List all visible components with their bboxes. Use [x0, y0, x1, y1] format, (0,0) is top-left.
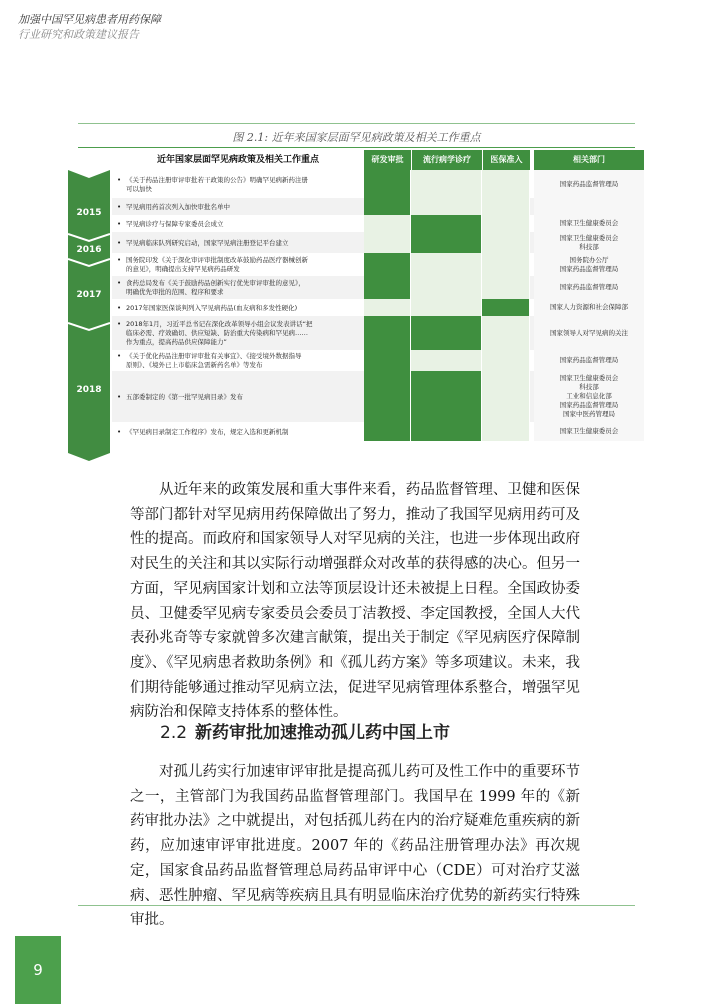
department-cell: [534, 198, 644, 215]
column-header-insurance: 医保准入: [483, 150, 530, 170]
event-line: • 罕见病临床队列研究启动，国家罕见病注册登记平台建立: [126, 239, 360, 248]
department-line: 国家卫生健康委员会: [559, 427, 619, 435]
table-row: [112, 198, 644, 216]
department-line: 国家卫生健康委员会: [559, 374, 619, 382]
insurance-cell: [482, 276, 530, 299]
department-cell: [534, 170, 644, 198]
page-number: 9: [33, 961, 43, 979]
department-line: 工业和信息化部: [566, 392, 612, 400]
department-line: 国家卫生健康委员会: [559, 219, 619, 227]
page-number-tab: [15, 936, 61, 1004]
department-line: 国家药品监督管理局: [559, 264, 619, 273]
year-column: [68, 170, 110, 461]
insurance-cell: [482, 198, 530, 215]
event-text: [112, 371, 364, 422]
rd-cell: [364, 276, 411, 299]
year-label-2018: 2018: [76, 385, 102, 395]
department-cell: [534, 215, 644, 232]
epidemiology-cell: [411, 276, 482, 299]
event-line: 可以加快: [126, 184, 152, 193]
rd-cell: [364, 350, 411, 371]
event-text: [112, 316, 364, 350]
rd-cell: [364, 253, 411, 276]
event-text: [112, 350, 364, 371]
insurance-cell: [482, 299, 530, 316]
header-subtitle: 行业研究和政策建议报告: [18, 28, 139, 41]
insurance-cell: [482, 253, 530, 276]
year-label-2017: 2017: [76, 290, 102, 300]
rd-cell: [364, 215, 411, 232]
event-text: [112, 170, 364, 198]
event-line: • 《关于药品注册审评审批若干政策的公告》明确罕见病新药注册: [126, 176, 360, 185]
event-text: [112, 232, 364, 253]
rd-cell: [364, 198, 411, 215]
rd-cell: [364, 299, 411, 316]
section-number: 2.2: [160, 723, 188, 743]
department-line: 国家中医药管理局: [563, 410, 615, 418]
column-header-rd: 研发审批: [364, 150, 411, 170]
department-cell: [534, 316, 644, 350]
department-line: 国家药品监督管理局: [559, 283, 619, 291]
policy-table: [68, 150, 644, 461]
event-line: • 2018年1月，习近平总书记在深化改革领导小组会议发表讲话“把: [126, 320, 360, 329]
epidemiology-cell: [411, 253, 482, 276]
table-row: [112, 253, 644, 277]
department-line: 科技部: [579, 383, 599, 391]
event-line: 明确优先审批的范围、程序和要求: [126, 288, 224, 296]
department-cell: [534, 276, 644, 299]
rd-cell: [364, 232, 411, 253]
figure-caption: 图 2.1: 近年来国家层面罕见病政策及相关工作重点: [78, 128, 635, 148]
column-header-epidemiology: 流行病学诊疗: [412, 150, 482, 170]
event-text: [112, 215, 364, 232]
event-line: • 《关于优化药品注册审评审批有关事宜》、《接受境外数据指导: [126, 352, 360, 361]
running-header: [18, 12, 161, 42]
department-cell: [534, 253, 644, 276]
event-text: [112, 253, 364, 276]
epidemiology-cell: [411, 316, 482, 350]
rd-cell: [364, 422, 411, 441]
table-row: [112, 170, 644, 199]
event-line: • 罕见病诊疗与保障专家委员会成立: [126, 220, 360, 229]
paragraph-2-text: 对孤儿药实行加速审评审批是提高孤儿药可及性工作中的重要环节之一，主管部门为我国药品监督管理部门。我国早在 1999 年的《新药审批办法》之中就提出，对包括孤儿药在内的治疗疑难危重疾病的新药，应加速审评审批进度。2007 年的《药品注册管理办法》再次规定，国家食品药品监督管理总局药品审评中心（CDE）可对治疗艾滋病、恶性肿瘤、罕见病等疾病且具有明显临床治疗优势的新药实行特殊审批。: [130, 764, 580, 929]
table-row: [112, 422, 644, 442]
top-divider: [78, 123, 635, 124]
event-text: [112, 276, 364, 299]
table-row: [112, 316, 644, 351]
insurance-cell: [482, 350, 530, 371]
insurance-cell: [482, 170, 530, 198]
insurance-cell: [482, 422, 530, 441]
department-line: 国务院办公厅: [569, 255, 609, 264]
table-row: [112, 350, 644, 372]
department-cell: [534, 350, 644, 371]
event-line: • 食药总局发布《关于鼓励药品创新实行优先审评审批的意见》，: [126, 279, 360, 288]
column-header-dept: 相关部门: [534, 150, 644, 170]
insurance-cell: [482, 232, 530, 253]
department-cell: [534, 299, 644, 316]
epidemiology-cell: [411, 170, 482, 198]
year-label-2015: 2015: [76, 208, 102, 218]
insurance-cell: [482, 316, 530, 350]
epidemiology-cell: [411, 299, 482, 316]
department-line: 国家药品监督管理局: [559, 401, 619, 409]
rd-cell: [364, 371, 411, 422]
table-row: [112, 299, 644, 317]
bottom-divider: [78, 905, 635, 906]
rd-cell: [364, 170, 411, 198]
department-cell: [534, 422, 644, 441]
event-line: 原则》、《境外已上市临床急需新药名单》等发布: [126, 361, 263, 369]
department-line: 国家药品监督管理局: [559, 179, 619, 188]
department-line: 国家领导人对罕见病的关注: [550, 328, 628, 337]
insurance-cell: [482, 215, 530, 232]
epidemiology-cell: [411, 422, 482, 441]
column-header-main: 近年国家层面罕见病政策及相关工作重点: [112, 150, 364, 170]
paragraph-1-text: 从近年来的政策发展和重大事件来看，药品监督管理、卫健和医保等部门都针对罕见病用药保障做出了努力，推动了我国罕见病用药可及性的提高。而政府和国家领导人对罕见病的关注，也进一步体现出政府对民生的关注和其以实际行动增强群众对改革的获得感的决心。但另一方面，罕见病国家计划和立法等顶层设计还未被提上日程。全国政协委员、卫健委罕见病专家委员会委员丁洁教授、李定国教授，全国人大代表孙兆奇等专家就曾多次建言献策，提出关于制定《罕见病医疗保障制度》、《罕见病患者救助条例》和《孤儿药方案》等多项建议。未来，我们期待能够通过推动罕见病立法，促进罕见病管理体系整合，增强罕见病防治和保障支持体系的整体性。: [130, 482, 580, 721]
event-text: [112, 299, 364, 316]
epidemiology-cell: [411, 371, 482, 422]
department-line: 国家药品监督管理局: [559, 356, 619, 364]
event-line: • 国务院印发《关于深化审评审批制度改革鼓励药品医疗器械创新: [126, 256, 360, 265]
table-row: [112, 371, 644, 423]
department-line: 国家卫生健康委员会: [559, 233, 619, 242]
table-row: [112, 215, 644, 233]
section-title: 新药审批加速推动孤儿药中国上市: [195, 723, 451, 743]
epidemiology-cell: [411, 232, 482, 253]
paragraph-2: [130, 760, 580, 933]
department-cell: [534, 232, 644, 253]
event-line: • 罕见病用药首次列入加快审批名单中: [126, 203, 360, 212]
rd-cell: [364, 316, 411, 350]
event-line: 作为重点，提高药品供应保障能力”: [126, 338, 227, 346]
department-line: 科技部: [579, 242, 599, 251]
table-row: [112, 276, 644, 300]
event-line: • 2017年国家医保谈判列入罕见病药品(血友病和多发性硬化): [126, 304, 360, 313]
header-title: 加强中国罕见病患者用药保障: [18, 13, 161, 26]
section-heading: [160, 718, 450, 743]
epidemiology-cell: [411, 198, 482, 215]
department-cell: [534, 371, 644, 422]
insurance-cell: [482, 371, 530, 422]
event-line: • 《罕见病目录制定工作程序》发布，规定入选和更新机制: [126, 428, 360, 437]
event-line: • 五部委制定的《第一批罕见病目录》发布: [126, 393, 360, 402]
department-line: 国家人力资源和社会保障部: [550, 303, 628, 311]
event-line: 的意见》，明确提出支持罕见病药品研发: [126, 265, 240, 273]
table-row: [112, 232, 644, 254]
event-text: [112, 198, 364, 215]
epidemiology-cell: [411, 350, 482, 371]
year-label-2016: 2016: [76, 245, 102, 255]
paragraph-1: [130, 478, 580, 725]
event-line: 临床必需、疗效确切、供应短缺、防治重大传染病和罕见病……: [126, 329, 308, 337]
event-text: [112, 422, 364, 441]
epidemiology-cell: [411, 215, 482, 232]
